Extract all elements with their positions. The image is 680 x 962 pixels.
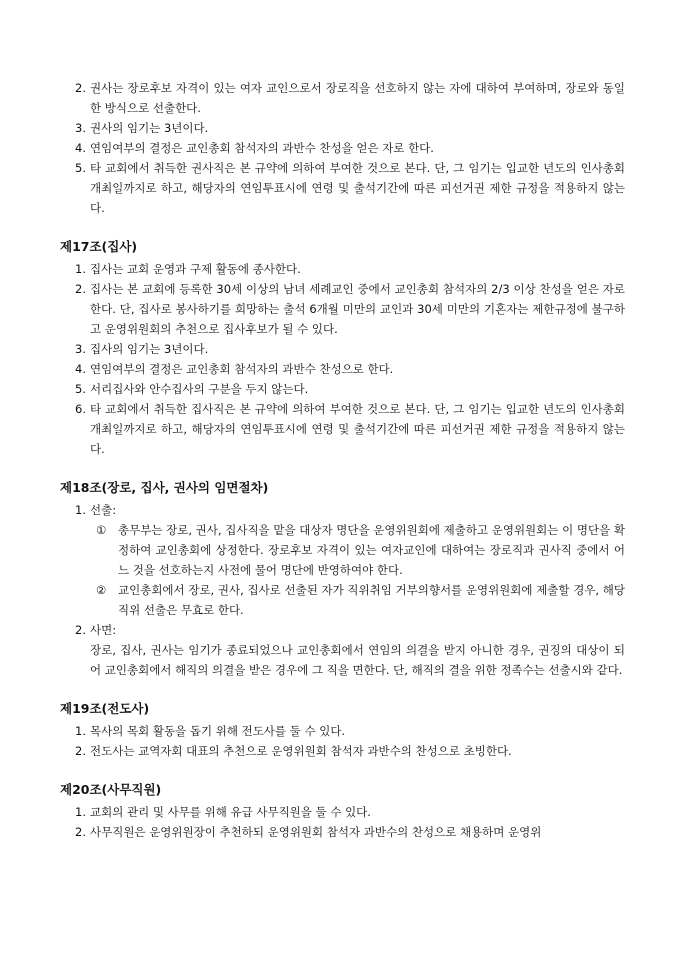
- list-item: 1. 교회의 관리 및 사무를 위해 유급 사무직원을 둘 수 있다.: [75, 805, 371, 819]
- article-16-continued: [60, 78, 625, 218]
- article-19: [60, 699, 625, 761]
- list-item: 4. 연임여부의 결정은 교인총회 참석자의 과반수 찬성을 얻은 자로 한다.: [75, 141, 434, 155]
- sub-item: ② 교인총회에서 장로, 권사, 집사로 선출된 자가 직위취임 거부의향서를 운영위원회에 제출할 경우, 해당 직위 선출은 무효로 한다.: [96, 583, 625, 617]
- list-item: 2. 전도사는 교역자회 대표의 추천으로 운영위원회 참석자 과반수의 찬성으로 초빙한다.: [75, 744, 512, 758]
- list-item: 4. 연임여부의 결정은 교인총회 참석자의 과반수 찬성으로 한다.: [75, 362, 394, 376]
- list-item: 1. 집사는 교회 운영과 구제 활동에 종사한다.: [75, 262, 301, 276]
- article-17: [60, 237, 625, 459]
- article-title: 제18조(장로, 집사, 권사의 임면절차): [60, 480, 269, 495]
- article-18: [60, 478, 625, 680]
- article-title: 제20조(사무직원): [60, 782, 162, 797]
- article-title: 제19조(전도사): [60, 701, 150, 716]
- list-item: 3. 권사의 임기는 3년이다.: [75, 121, 209, 135]
- paragraph: 장로, 집사, 권사는 임기가 종료되었으나 교인총회에서 연임의 의결을 받지 아니한 경우, 권징의 대상이 되어 교인총회에서 해직의 의결을 받은 경우에 그 직을 면한다. 단, 해직의 결을 위한 정족수는 선출시와 같다.: [90, 643, 625, 677]
- article-20: [60, 780, 625, 842]
- list-item: 5. 타 교회에서 취득한 권사직은 본 규약에 의하여 부여한 것으로 본다. 단, 그 임기는 입교한 년도의 인사총회 개최일까지로 하고, 해당자의 연임투표시에 연령 및 출석기간에 따른 피선거권 제한 규정을 적용하지 않는다.: [75, 161, 625, 215]
- document-body: [60, 78, 625, 861]
- list-item: 2. 사무직원은 운영위원장이 추천하되 운영위원회 참석자 과반수의 찬성으로 채용하며 운영위: [75, 825, 542, 839]
- list-item: 2. 집사는 본 교회에 등록한 30세 이상의 남녀 세례교인 중에서 교인총회 참석자의 2/3 이상 찬성을 얻은 자로 한다. 단, 집사로 봉사하기를 희망하는 출석 6개월 미만의 교인과 30세 미만의 기혼자는 제한규정에 불구하고 운영위원회의 추천으로 집사후보가 될 수 있다.: [75, 282, 625, 336]
- article-title: 제17조(집사): [60, 239, 138, 254]
- list-item: 1. 목사의 목회 활동을 돕기 위해 전도사를 둘 수 있다.: [75, 724, 346, 738]
- list-item: 3. 집사의 임기는 3년이다.: [75, 342, 209, 356]
- list-item: 1. 선출:: [75, 503, 117, 517]
- list-item: 5. 서리집사와 안수집사의 구분을 두지 않는다.: [75, 382, 309, 396]
- list-item: 2. 사면:: [75, 623, 117, 637]
- list-item: 6. 타 교회에서 취득한 집사직은 본 규약에 의하여 부여한 것으로 본다. 단, 그 임기는 입교한 년도의 인사총회 개최일까지로 하고, 해당자의 연임투표시에 연령 및 출석기간에 따른 피선거권 제한 규정을 적용하지 않는다.: [75, 402, 625, 456]
- list-item: 2. 권사는 장로후보 자격이 있는 여자 교인으로서 장로직을 선호하지 않는 자에 대하여 부여하며, 장로와 동일한 방식으로 선출한다.: [75, 81, 625, 115]
- sub-item: ① 총무부는 장로, 권사, 집사직을 맡을 대상자 명단을 운영위원회에 제출하고 운영위원회는 이 명단을 확정하여 교인총회에 상정한다. 장로후보 자격이 있는 여자교인에 대하여는 장로직과 권사직 중에서 어느 것을 선호하는지 사전에 물어 명단에 반영하여야 한다.: [96, 523, 625, 577]
